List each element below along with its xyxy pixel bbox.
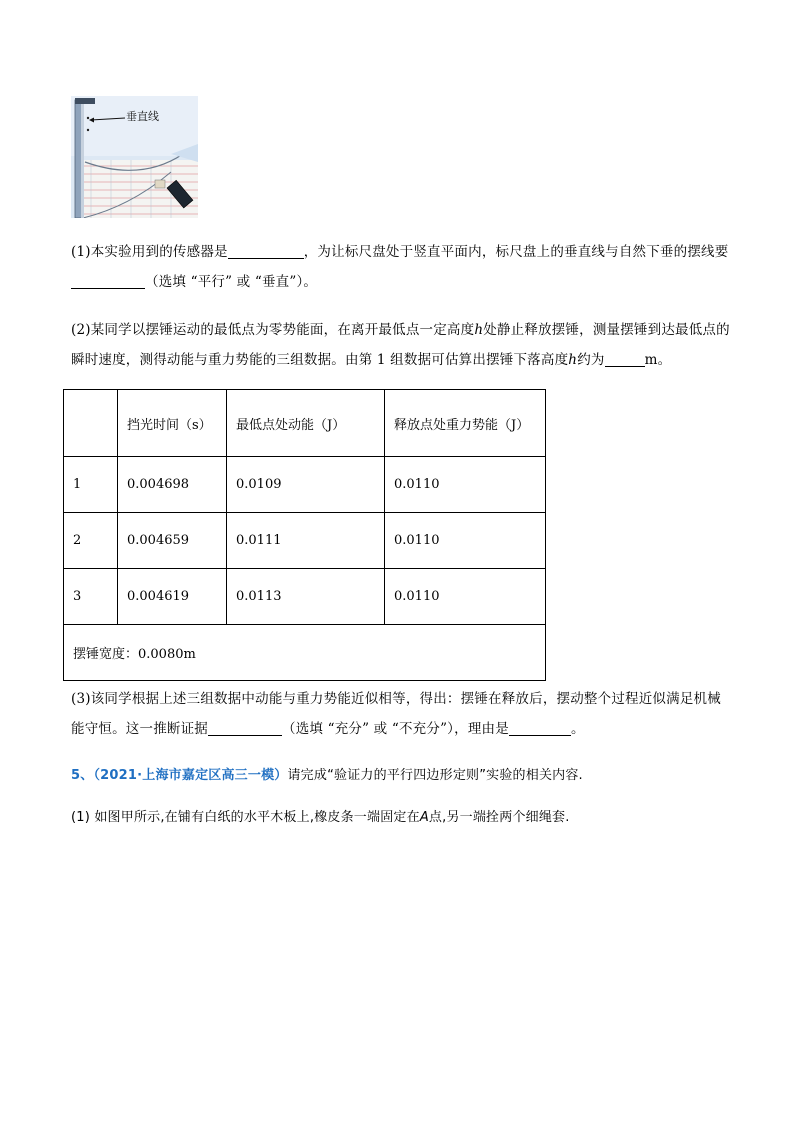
- table-header-cell: 释放点处重力势能（J）: [385, 390, 546, 457]
- vertical-line-label: 垂直线: [126, 110, 159, 123]
- table-row: [64, 513, 546, 569]
- table-cell: 0.0110: [385, 569, 546, 625]
- question-2: [71, 315, 731, 375]
- table-header-cell: 挡光时间（s）: [118, 390, 227, 457]
- question-3: [71, 684, 731, 744]
- table-cell: 0.004619: [118, 569, 227, 625]
- question-1: [71, 237, 731, 297]
- q1-blank-relation[interactable]: [71, 272, 145, 289]
- q1-text-1: (1)本实验用到的传感器是: [71, 244, 228, 260]
- table-cell: 0.0113: [227, 569, 385, 625]
- table-cell: 3: [64, 569, 118, 625]
- q1-text-3: （选填 “平行” 或 “垂直”）。: [145, 274, 318, 290]
- table-row: [64, 569, 546, 625]
- question-5-part-1: [71, 803, 731, 833]
- q5-1-var-a: A: [419, 810, 429, 825]
- table-cell: 0.0110: [385, 457, 546, 513]
- q2-var-h: h: [474, 322, 484, 338]
- table-header-cell: 最低点处动能（J）: [227, 390, 385, 457]
- q2-text-1: (2)某同学以摆锤运动的最低点为零势能面，在离开最低点一定高度: [71, 322, 475, 338]
- question-5-heading: [71, 761, 731, 791]
- q5-number: 5、: [71, 768, 94, 783]
- q3-blank-evidence[interactable]: [208, 719, 282, 736]
- table-cell: 0.004659: [118, 513, 227, 569]
- table-cell: 1: [64, 457, 118, 513]
- q2-text-3: 约为: [577, 352, 605, 368]
- q1-text-2: ，为让标尺盘处于竖直平面内，标尺盘上的垂直线与自然下垂的摆线要: [303, 244, 729, 260]
- q5-1-text-2: 点,另一端拴两个细绳套.: [428, 810, 570, 825]
- q2-unit: m。: [644, 352, 672, 368]
- q1-blank-sensor[interactable]: [228, 242, 304, 259]
- table-cell: 0.004698: [118, 457, 227, 513]
- table-header-row: [64, 390, 546, 457]
- q5-text: 请完成“验证力的平行四边形定则”实验的相关内容.: [287, 768, 583, 783]
- table-cell: 0.0109: [227, 457, 385, 513]
- data-table: [63, 389, 546, 681]
- table-row: [64, 457, 546, 513]
- q3-text-2: （选填 “充分” 或 “不充分”），理由是: [282, 721, 509, 737]
- table-footer-cell: 摆锤宽度：0.0080m: [64, 625, 546, 681]
- q3-text-3: 。: [570, 721, 585, 737]
- q3-blank-reason[interactable]: [509, 719, 571, 736]
- apparatus-figure: [71, 96, 198, 218]
- q5-1-text-1: (1) 如图甲所示,在铺有白纸的水平木板上,橡皮条一端固定在: [71, 810, 420, 825]
- q3-text-1: (3)该同学根据上述三组数据中动能与重力势能近似相等，得出：摆锤在释放后，摆动整个过程近似满足机械能守恒。这一推断证据: [71, 691, 721, 737]
- table-cell: 0.0110: [385, 513, 546, 569]
- table-cell: 2: [64, 513, 118, 569]
- q2-text-2: 处静止释放摆锤，测量摆锤到达最低点的瞬时速度，测得动能与重力势能的三组数据。由第 1 组数据可估算出摆锤下落高度: [71, 322, 730, 368]
- q2-blank-height[interactable]: [605, 350, 645, 367]
- q5-source: （2021·上海市嘉定区高三一模）: [93, 768, 288, 783]
- table-cell: 0.0111: [227, 513, 385, 569]
- table-header-cell: [64, 390, 118, 457]
- table-footer-row: [64, 625, 546, 681]
- q2-var-h-2: h: [568, 352, 578, 368]
